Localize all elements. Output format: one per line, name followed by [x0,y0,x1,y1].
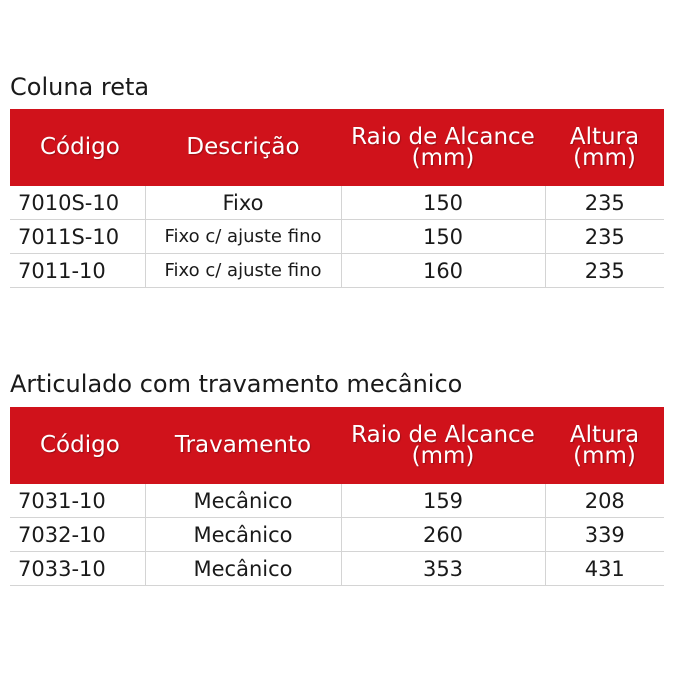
header-raio-label: Raio de Alcance [351,123,535,150]
cell-codigo: 7033-10 [10,552,145,586]
table-row [10,484,664,518]
cell-raio: 160 [341,254,545,288]
table-header [10,407,664,484]
cell-altura: 339 [545,518,664,552]
cell-descricao: Fixo c/ ajuste fino [145,220,341,254]
table-row [10,220,664,254]
table-row [10,518,664,552]
header-row [10,109,664,186]
cell-altura: 235 [545,220,664,254]
cell-altura: 431 [545,552,664,586]
header-descricao: Descrição [145,109,341,186]
header-raio-label: Raio de Alcance [351,421,535,448]
table-body [10,186,664,288]
cell-codigo: 7032-10 [10,518,145,552]
cell-codigo: 7031-10 [10,484,145,518]
cell-raio: 150 [341,220,545,254]
header-altura-label: Altura [569,421,640,448]
spec-table-coluna-reta [10,109,664,288]
header-altura-unit: (mm) [573,144,636,171]
header-travamento: Travamento [145,407,341,484]
table-row [10,186,664,220]
table-row [10,552,664,586]
cell-travamento: Mecânico [145,484,341,518]
header-raio-unit: (mm) [411,144,475,171]
section-title-articulado: Articulado com travamento mecânico [10,370,463,398]
cell-travamento: Mecânico [145,552,341,586]
section-title-coluna-reta: Coluna reta [10,73,150,101]
table-body [10,484,664,586]
cell-codigo: 7011S-10 [10,220,145,254]
header-codigo: Código [10,407,145,484]
cell-raio: 159 [341,484,545,518]
header-altura [545,407,664,484]
table-row [10,254,664,288]
header-raio-de-alcance [341,407,545,484]
cell-altura: 235 [545,186,664,220]
cell-raio: 150 [341,186,545,220]
cell-descricao: Fixo c/ ajuste fino [145,254,341,288]
cell-descricao: Fixo [145,186,341,220]
cell-travamento: Mecânico [145,518,341,552]
spec-table-articulado [10,407,664,586]
header-altura-label: Altura [569,123,640,150]
header-codigo: Código [10,109,145,186]
header-raio-de-alcance [341,109,545,186]
cell-codigo: 7011-10 [10,254,145,288]
header-altura-unit: (mm) [573,442,636,469]
cell-altura: 208 [545,484,664,518]
header-row [10,407,664,484]
header-altura [545,109,664,186]
table-header [10,109,664,186]
cell-raio: 260 [341,518,545,552]
cell-codigo: 7010S-10 [10,186,145,220]
cell-raio: 353 [341,552,545,586]
cell-altura: 235 [545,254,664,288]
header-raio-unit: (mm) [411,442,475,469]
